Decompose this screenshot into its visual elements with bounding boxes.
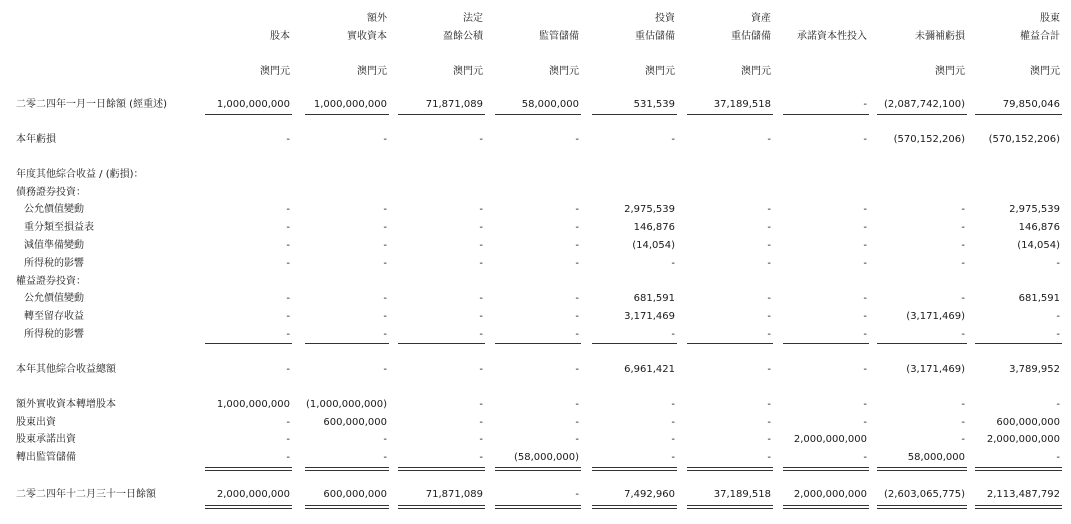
rule-line bbox=[687, 343, 773, 344]
table-cell: - bbox=[767, 311, 771, 322]
table-cell: - bbox=[383, 364, 387, 375]
table-cell: - bbox=[863, 329, 867, 340]
rule-line bbox=[305, 505, 389, 509]
table-cell: - bbox=[286, 417, 290, 428]
table-cell: - bbox=[479, 329, 483, 340]
table-cell: - bbox=[479, 134, 483, 145]
table-cell: - bbox=[286, 452, 290, 463]
table-cell: - bbox=[863, 99, 867, 110]
table-cell: - bbox=[479, 204, 483, 215]
table-cell: 71,871,089 bbox=[425, 489, 483, 500]
table-cell: - bbox=[863, 222, 867, 233]
table-row bbox=[0, 414, 1071, 431]
table-row bbox=[0, 396, 1071, 413]
table-cell: (3,171,469) bbox=[906, 311, 965, 322]
table-cell: - bbox=[863, 134, 867, 145]
table-cell: - bbox=[671, 134, 675, 145]
table-cell: - bbox=[961, 399, 965, 410]
table-cell: - bbox=[671, 258, 675, 269]
table-cell: 3,789,952 bbox=[1009, 364, 1060, 375]
table-row bbox=[0, 184, 1071, 201]
rule-line bbox=[205, 467, 292, 471]
rule-line bbox=[687, 114, 773, 115]
rule-line bbox=[975, 114, 1062, 115]
row-label: 股東出資 bbox=[16, 417, 56, 428]
table-row bbox=[0, 273, 1071, 290]
table-cell: - bbox=[575, 329, 579, 340]
table-cell: 600,000,000 bbox=[323, 417, 387, 428]
rule-line bbox=[305, 467, 389, 471]
table-cell: - bbox=[961, 434, 965, 445]
column-header-line2: 承諾資本性投入 bbox=[797, 31, 867, 42]
table-cell: - bbox=[671, 417, 675, 428]
table-cell: (3,171,469) bbox=[906, 364, 965, 375]
table-cell: - bbox=[383, 293, 387, 304]
rule-line bbox=[592, 467, 677, 471]
table-cell: - bbox=[575, 258, 579, 269]
row-label: 所得稅的影響 bbox=[24, 329, 84, 340]
table-cell: - bbox=[286, 134, 290, 145]
table-cell: 146,876 bbox=[1018, 222, 1060, 233]
table-cell: - bbox=[383, 258, 387, 269]
rule-line bbox=[783, 114, 869, 115]
table-cell: - bbox=[863, 399, 867, 410]
column-header-line2: 股本 bbox=[270, 31, 290, 42]
row-label: 權益證券投資： bbox=[16, 276, 86, 287]
table-cell: - bbox=[961, 222, 965, 233]
table-cell: - bbox=[961, 293, 965, 304]
row-label: 額外實收資本轉增股本 bbox=[16, 399, 116, 410]
table-cell: - bbox=[961, 329, 965, 340]
table-cell: - bbox=[1056, 452, 1060, 463]
table-row bbox=[0, 96, 1071, 113]
column-unit: 澳門元 bbox=[645, 66, 675, 77]
column-header-line2: 實收資本 bbox=[347, 31, 387, 42]
column-unit: 澳門元 bbox=[1030, 66, 1060, 77]
rule-line bbox=[495, 343, 581, 344]
table-cell: - bbox=[767, 399, 771, 410]
rule-line bbox=[398, 343, 485, 344]
table-cell: 146,876 bbox=[633, 222, 675, 233]
table-cell: 2,000,000,000 bbox=[793, 434, 867, 445]
table-cell: - bbox=[479, 452, 483, 463]
column-header-line2: 重估儲備 bbox=[731, 31, 771, 42]
column-unit: 澳門元 bbox=[357, 66, 387, 77]
row-label: 債務證券投資： bbox=[16, 187, 86, 198]
table-cell: - bbox=[863, 417, 867, 428]
row-label: 本年虧損 bbox=[16, 134, 56, 145]
column-header-line1: 法定 bbox=[463, 13, 483, 24]
table-cell: 2,000,000,000 bbox=[793, 489, 867, 500]
rule-line bbox=[398, 505, 485, 509]
table-cell: - bbox=[479, 258, 483, 269]
table-row bbox=[0, 326, 1071, 343]
table-cell: - bbox=[479, 399, 483, 410]
table-cell: 6,961,421 bbox=[624, 364, 675, 375]
table-cell: - bbox=[575, 204, 579, 215]
rule-line bbox=[783, 505, 869, 509]
table-cell: - bbox=[479, 240, 483, 251]
table-cell: - bbox=[767, 293, 771, 304]
table-cell: - bbox=[286, 258, 290, 269]
column-header-line1: 資產 bbox=[751, 13, 771, 24]
row-label: 重分類至損益表 bbox=[24, 222, 94, 233]
rule-line bbox=[592, 114, 677, 115]
column-header-line2: 重估儲備 bbox=[635, 31, 675, 42]
rule-line bbox=[305, 114, 389, 115]
row-label: 股東承諾出資 bbox=[16, 434, 76, 445]
table-cell: - bbox=[575, 364, 579, 375]
table-cell: 71,871,089 bbox=[425, 99, 483, 110]
table-cell: (14,054) bbox=[632, 240, 675, 251]
table-row bbox=[0, 431, 1071, 448]
table-cell: 2,000,000,000 bbox=[216, 489, 290, 500]
column-unit: 澳門元 bbox=[549, 66, 579, 77]
table-row bbox=[0, 308, 1071, 325]
table-cell: - bbox=[286, 204, 290, 215]
table-cell: - bbox=[479, 434, 483, 445]
table-cell: 37,189,518 bbox=[713, 99, 771, 110]
table-cell: - bbox=[1056, 329, 1060, 340]
table-cell: 2,975,539 bbox=[624, 204, 675, 215]
table-cell: - bbox=[1056, 311, 1060, 322]
table-cell: - bbox=[286, 364, 290, 375]
table-row bbox=[0, 201, 1071, 218]
table-cell: 2,975,539 bbox=[1009, 204, 1060, 215]
rule-line bbox=[975, 343, 1062, 344]
table-cell: - bbox=[383, 434, 387, 445]
column-header-line1: 額外 bbox=[367, 13, 387, 24]
table-cell: (570,152,206) bbox=[988, 134, 1060, 145]
table-row bbox=[0, 237, 1071, 254]
table-cell: - bbox=[383, 329, 387, 340]
table-cell: - bbox=[286, 222, 290, 233]
table-cell: 2,113,487,792 bbox=[986, 489, 1060, 500]
rule-line bbox=[783, 343, 869, 344]
table-cell: - bbox=[671, 329, 675, 340]
table-cell: - bbox=[863, 452, 867, 463]
rule-line bbox=[305, 343, 389, 344]
table-cell: 681,591 bbox=[633, 293, 675, 304]
table-cell: - bbox=[671, 434, 675, 445]
table-cell: - bbox=[671, 452, 675, 463]
table-cell: - bbox=[863, 311, 867, 322]
rule-line bbox=[205, 114, 292, 115]
row-label: 所得稅的影響 bbox=[24, 258, 84, 269]
table-cell: - bbox=[286, 240, 290, 251]
row-label: 轉至留存收益 bbox=[24, 311, 84, 322]
table-cell: 2,000,000,000 bbox=[986, 434, 1060, 445]
table-cell: - bbox=[575, 240, 579, 251]
column-unit: 澳門元 bbox=[260, 66, 290, 77]
rule-line bbox=[975, 467, 1062, 471]
row-label: 公允價值變動 bbox=[24, 293, 84, 304]
table-cell: - bbox=[1056, 399, 1060, 410]
table-cell: 1,000,000,000 bbox=[216, 99, 290, 110]
table-cell: (14,054) bbox=[1017, 240, 1060, 251]
table-cell: - bbox=[767, 452, 771, 463]
table-cell: - bbox=[863, 364, 867, 375]
rule-line bbox=[398, 467, 485, 471]
rule-line bbox=[877, 343, 967, 344]
table-cell: 600,000,000 bbox=[996, 417, 1060, 428]
table-cell: - bbox=[767, 258, 771, 269]
row-label: 年度其他綜合收益 / (虧損)： bbox=[16, 169, 144, 180]
table-cell: - bbox=[1056, 258, 1060, 269]
rule-line bbox=[877, 114, 967, 115]
table-cell: 79,850,046 bbox=[1002, 99, 1060, 110]
table-cell: - bbox=[286, 311, 290, 322]
table-cell: (1,000,000,000) bbox=[306, 399, 387, 410]
table-row bbox=[0, 166, 1071, 183]
table-cell: - bbox=[383, 222, 387, 233]
column-header-line2: 未彌補虧損 bbox=[915, 31, 965, 42]
table-cell: - bbox=[961, 204, 965, 215]
table-cell: - bbox=[575, 434, 579, 445]
table-row bbox=[0, 131, 1071, 148]
rule-line bbox=[495, 467, 581, 471]
table-cell: 1,000,000,000 bbox=[216, 399, 290, 410]
table-cell: - bbox=[575, 311, 579, 322]
rule-line bbox=[687, 467, 773, 471]
rule-line bbox=[398, 114, 485, 115]
table-cell: - bbox=[961, 417, 965, 428]
table-cell: 1,000,000,000 bbox=[313, 99, 387, 110]
table-cell: 531,539 bbox=[633, 99, 675, 110]
table-cell: - bbox=[383, 452, 387, 463]
rule-line bbox=[877, 505, 967, 509]
table-cell: - bbox=[479, 222, 483, 233]
table-cell: - bbox=[383, 204, 387, 215]
table-cell: 681,591 bbox=[1018, 293, 1060, 304]
column-header-line2: 盈餘公積 bbox=[443, 31, 483, 42]
column-unit: 澳門元 bbox=[453, 66, 483, 77]
table-row bbox=[0, 449, 1071, 466]
table-row bbox=[0, 486, 1071, 503]
table-cell: - bbox=[767, 134, 771, 145]
table-cell: - bbox=[575, 293, 579, 304]
table-cell: (58,000,000) bbox=[513, 452, 579, 463]
column-header-line2: 監管儲備 bbox=[539, 31, 579, 42]
table-cell: - bbox=[961, 240, 965, 251]
table-cell: - bbox=[575, 399, 579, 410]
table-cell: - bbox=[767, 417, 771, 428]
row-label: 轉出監管儲備 bbox=[16, 452, 76, 463]
column-header-line2: 權益合計 bbox=[1020, 31, 1060, 42]
table-cell: - bbox=[767, 240, 771, 251]
table-cell: - bbox=[383, 311, 387, 322]
table-cell: - bbox=[383, 240, 387, 251]
column-unit: 澳門元 bbox=[935, 66, 965, 77]
rule-line bbox=[495, 505, 581, 509]
table-cell: - bbox=[575, 134, 579, 145]
table-cell: - bbox=[767, 329, 771, 340]
table-cell: - bbox=[767, 364, 771, 375]
table-cell: 7,492,960 bbox=[624, 489, 675, 500]
rule-line bbox=[975, 505, 1062, 509]
table-cell: - bbox=[479, 311, 483, 322]
table-cell: - bbox=[575, 222, 579, 233]
row-label: 本年其他綜合收益總額 bbox=[16, 364, 116, 375]
table-row bbox=[0, 255, 1071, 272]
table-cell: - bbox=[383, 134, 387, 145]
table-cell: (2,087,742,100) bbox=[884, 99, 965, 110]
table-cell: - bbox=[767, 434, 771, 445]
rule-line bbox=[592, 505, 677, 509]
table-cell: 58,000,000 bbox=[521, 99, 579, 110]
table-row bbox=[0, 219, 1071, 236]
row-label: 公允價值變動 bbox=[24, 204, 84, 215]
table-cell: 3,171,469 bbox=[624, 311, 675, 322]
table-cell: - bbox=[961, 258, 965, 269]
rule-line bbox=[687, 505, 773, 509]
table-cell: - bbox=[286, 434, 290, 445]
table-cell: 600,000,000 bbox=[323, 489, 387, 500]
table-cell: - bbox=[479, 293, 483, 304]
column-header bbox=[940, 10, 1060, 46]
table-cell: - bbox=[863, 204, 867, 215]
table-cell: - bbox=[863, 240, 867, 251]
table-cell: - bbox=[286, 293, 290, 304]
rule-line bbox=[205, 343, 292, 344]
table-cell: 37,189,518 bbox=[713, 489, 771, 500]
column-unit: 澳門元 bbox=[741, 66, 771, 77]
row-label: 二零二四年一月一日餘額 (經重述) bbox=[16, 99, 167, 110]
table-cell: - bbox=[863, 293, 867, 304]
table-row bbox=[0, 290, 1071, 307]
table-cell: - bbox=[286, 329, 290, 340]
table-cell: - bbox=[479, 417, 483, 428]
table-cell: - bbox=[863, 258, 867, 269]
table-cell: - bbox=[479, 364, 483, 375]
table-cell: - bbox=[575, 417, 579, 428]
table-cell: - bbox=[671, 399, 675, 410]
table-cell: (2,603,065,775) bbox=[884, 489, 965, 500]
rule-line bbox=[495, 114, 581, 115]
row-label: 二零二四年十二月三十一日餘額 bbox=[16, 489, 156, 500]
column-header-line1: 股東 bbox=[1040, 13, 1060, 24]
table-row bbox=[0, 361, 1071, 378]
row-label: 減值準備變動 bbox=[24, 240, 84, 251]
column-header-line1: 投資 bbox=[655, 13, 675, 24]
table-cell: 58,000,000 bbox=[907, 452, 965, 463]
table-cell: - bbox=[575, 489, 579, 500]
table-cell: - bbox=[767, 204, 771, 215]
rule-line bbox=[592, 343, 677, 344]
rule-line bbox=[783, 467, 869, 471]
rule-line bbox=[877, 467, 967, 471]
rule-line bbox=[205, 505, 292, 509]
table-cell: (570,152,206) bbox=[893, 134, 965, 145]
table-cell: - bbox=[767, 222, 771, 233]
